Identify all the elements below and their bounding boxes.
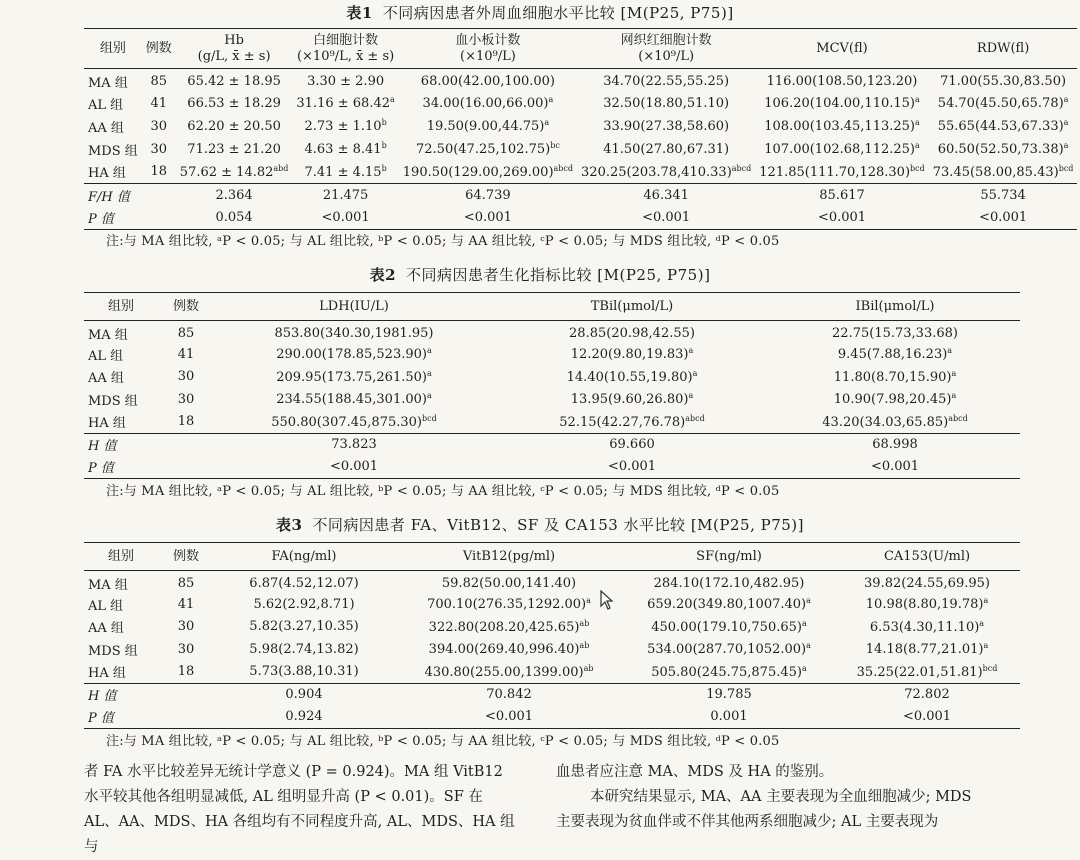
table2-header-row bbox=[84, 293, 1020, 321]
table1-value-cell: $320.25(203.78,410.33)^{abcd}$ bbox=[581, 163, 752, 180]
table2-stat-value: 68.998 bbox=[770, 433, 1020, 456]
table1-value-cell: 2.73 ± 1.10$^b$ bbox=[304, 118, 387, 134]
table3-stat-label: H 值 bbox=[84, 683, 158, 706]
table1-stat-value: 85.617 bbox=[755, 184, 928, 207]
table2-stat-row bbox=[84, 456, 1020, 479]
table3-value-cell: 5.73(3.88,10.31) bbox=[249, 664, 359, 679]
table1-value-cell: 7.41 ± 4.15$^b$ bbox=[304, 163, 387, 180]
table1-stat-value: 46.341 bbox=[577, 184, 755, 207]
table1-header: 白细胞计数 (×10⁹/L, x̄ ± s) bbox=[292, 29, 398, 69]
table1-value-cell: 3.30 ± 2.90 bbox=[307, 73, 385, 89]
table3-stat-value: 19.785 bbox=[624, 683, 834, 706]
table3-value-cell: $14.18(8.77,21.01)^a$ bbox=[865, 641, 989, 658]
table1-header: 网织红细胞计数 (×10⁹/L) bbox=[577, 29, 755, 69]
table2-header: LDH(IU/L) bbox=[214, 293, 494, 321]
table1-row bbox=[84, 138, 1077, 161]
table3-value-cell: 5.82(3.27,10.35) bbox=[249, 619, 359, 635]
table3-group-cell: MDS 组 bbox=[88, 643, 138, 659]
table1-count-cell: 18 bbox=[150, 164, 168, 180]
table2-header: 组别 bbox=[84, 293, 158, 321]
table3-value-cell: $394.00(269.40,996.40)^{ab}$ bbox=[428, 641, 590, 658]
table2-row bbox=[84, 366, 1020, 389]
table3-count-cell: 41 bbox=[177, 596, 195, 612]
table3-value-cell: $6.53(4.30,11.10)^a$ bbox=[869, 618, 985, 635]
table1-row bbox=[84, 92, 1077, 115]
table2-stat-value: <0.001 bbox=[214, 456, 494, 479]
table1-value-cell: 57.62 ± 14.82$^{abd}$ bbox=[179, 163, 289, 180]
table2-value-cell: 853.80(340.30,1981.95) bbox=[274, 325, 434, 341]
table2-empty-cell bbox=[158, 456, 214, 479]
table2-value-cell: $11.80(8.70,15.90)^a$ bbox=[833, 368, 957, 385]
table2-number: 表2 bbox=[369, 266, 396, 284]
table1-stat-row bbox=[84, 207, 1077, 230]
table2-count-cell: 30 bbox=[177, 369, 195, 385]
table1-caption: 不同病因患者外周血细胞水平比较 [M(P25, P75)] bbox=[382, 4, 734, 22]
table3-stat-row bbox=[84, 683, 1020, 706]
body-line: 者 FA 水平比较差异无统计学意义 (P = 0.924)。MA 组 VitB12 bbox=[84, 764, 503, 780]
table3-count-cell: 30 bbox=[177, 641, 195, 657]
table3-value-cell: 5.62(2.92,8.71) bbox=[253, 596, 355, 612]
table3-value-cell: $659.20(349.80,1007.40)^a$ bbox=[647, 596, 811, 613]
table1-value-cell: $190.50(129.00,269.00)^{abcd}$ bbox=[402, 163, 574, 180]
table1-header-row bbox=[84, 29, 1077, 69]
table2-row bbox=[84, 411, 1020, 434]
table3-count-cell: 85 bbox=[177, 575, 195, 591]
table2-count-cell: 85 bbox=[177, 325, 195, 341]
table2-value-cell: $13.95(9.60,26.80)^a$ bbox=[570, 391, 694, 408]
table1-stat-value: 2.364 bbox=[176, 184, 293, 207]
table3-stat-value: 70.842 bbox=[394, 683, 624, 706]
table1-group-cell: MDS 组 bbox=[88, 143, 138, 159]
table2-row bbox=[84, 321, 1020, 344]
table1-value-cell: 34.70(22.55,55.25) bbox=[603, 73, 730, 89]
table1-value-cell: $54.70(45.50,65.78)^a$ bbox=[937, 95, 1069, 111]
table3-value-cell: $450.00(179.10,750.65)^a$ bbox=[651, 618, 807, 635]
table2-title bbox=[0, 264, 1080, 285]
table3-value-cell: 59.82(50.00,141.40) bbox=[441, 575, 577, 591]
table1-value-cell: 65.42 ± 18.95 bbox=[187, 73, 281, 89]
table2-count-cell: 18 bbox=[177, 414, 195, 429]
table1-count-cell: 30 bbox=[150, 141, 168, 157]
table2-header: IBil(μmol/L) bbox=[770, 293, 1020, 321]
table3-row bbox=[84, 571, 1020, 594]
table3-title bbox=[0, 514, 1080, 535]
table3-value-cell: $505.80(245.75,875.45)^a$ bbox=[651, 663, 807, 680]
table1-value-cell: 68.00(42.00,100.00) bbox=[420, 73, 555, 89]
table3-group-cell: HA 组 bbox=[88, 666, 126, 681]
table1-stat-label: P 值 bbox=[84, 207, 142, 230]
table3-row bbox=[84, 616, 1020, 639]
table3-row bbox=[84, 593, 1020, 616]
table2-value-cell: $52.15(42.27,76.78)^{abcd}$ bbox=[559, 413, 705, 430]
table3-group-cell: AA 组 bbox=[88, 621, 124, 637]
table3-header: VitB12(pg/ml) bbox=[394, 543, 624, 571]
body-text-right bbox=[556, 760, 1006, 835]
table1-value-cell: 71.00(55.30,83.50) bbox=[940, 73, 1067, 89]
table3-stat-value: <0.001 bbox=[394, 706, 624, 729]
table1-empty-cell bbox=[142, 184, 176, 207]
table3-stat-row bbox=[84, 706, 1020, 729]
table1-header: 组别 bbox=[84, 29, 142, 69]
table1-number: 表1 bbox=[346, 4, 373, 22]
table1-stat-value: <0.001 bbox=[755, 207, 928, 230]
table3-value-cell: 39.82(24.55,69.95) bbox=[864, 575, 990, 591]
body-text-left bbox=[84, 760, 524, 860]
table3-number: 表3 bbox=[275, 516, 303, 534]
table1-group-cell: MA 组 bbox=[88, 75, 128, 91]
table3-header-row bbox=[84, 543, 1020, 571]
table1-header: MCV(fl) bbox=[755, 29, 928, 69]
table2-empty-cell bbox=[158, 433, 214, 456]
table3-group-cell: AL 组 bbox=[88, 598, 124, 614]
body-line: 血患者应注意 MA、MDS 及 HA 的鉴别。 bbox=[556, 764, 834, 780]
table2-count-cell: 41 bbox=[177, 346, 195, 362]
table1-stat-value: 21.475 bbox=[292, 184, 398, 207]
table3-header: 例数 bbox=[158, 543, 214, 571]
table1-value-cell: $72.50(47.25,102.75)^{bc}$ bbox=[416, 141, 560, 157]
table1-stat-value: 0.054 bbox=[176, 207, 293, 230]
table3-value-cell: $35.25(22.01,51.81)^{bcd}$ bbox=[856, 663, 998, 680]
table2-value-cell: $550.80(307.45,875.30)^{bcd}$ bbox=[271, 413, 437, 430]
table2-group-cell: AA 组 bbox=[88, 371, 124, 387]
table1-title bbox=[0, 2, 1080, 23]
table1-value-cell: $34.00(16.00,66.00)^a$ bbox=[422, 95, 554, 111]
table3-count-cell: 30 bbox=[177, 619, 195, 635]
table1-header: Hb (g/L, x̄ ± s) bbox=[176, 29, 293, 69]
table1-count-cell: 30 bbox=[150, 118, 168, 134]
table3-row bbox=[84, 661, 1020, 684]
table1-stat-value: <0.001 bbox=[577, 207, 755, 230]
table3-count-cell: 18 bbox=[177, 664, 195, 679]
table2-note: 注:与 MA 组比较, ᵃP < 0.05; 与 AL 组比较, ᵇP < 0.05; 与 AA 组比较, ᶜP < 0.05; 与 MDS 组比较, ᵈP < 0.05 bbox=[106, 484, 780, 499]
table2-group-cell: AL 组 bbox=[88, 348, 124, 364]
table1-value-cell: 31.16 ± 68.42$^a$ bbox=[296, 95, 395, 111]
table3-row bbox=[84, 638, 1020, 661]
table1-value-cell: $73.45(58.00,85.43)^{bcd}$ bbox=[932, 163, 1074, 180]
table1-value-cell: 4.63 ± 8.41$^b$ bbox=[304, 141, 387, 157]
table2-value-cell: 22.75(15.73,33.68) bbox=[832, 325, 958, 341]
table1 bbox=[84, 28, 1077, 230]
table2-count-cell: 30 bbox=[177, 391, 195, 407]
table2-header: 例数 bbox=[158, 293, 214, 321]
table3-value-cell: 5.98(2.74,13.82) bbox=[249, 641, 359, 657]
table3-header: SF(ng/ml) bbox=[624, 543, 834, 571]
table2-value-cell: $9.45(7.88,16.23)^a$ bbox=[837, 346, 953, 363]
table1-value-cell: $107.00(102.68,112.25)^a$ bbox=[764, 141, 920, 157]
table2 bbox=[84, 292, 1020, 479]
table2-group-cell: HA 组 bbox=[88, 416, 126, 431]
table3-group-cell: MA 组 bbox=[88, 577, 128, 593]
table2-value-cell: $209.95(173.75,261.50)^a$ bbox=[276, 368, 432, 385]
table1-value-cell: $121.85(111.70,128.30)^{bcd}$ bbox=[759, 163, 925, 180]
table3-empty-cell bbox=[158, 683, 214, 706]
table2-stat-label: P 值 bbox=[84, 456, 158, 479]
table1-value-cell: 62.20 ± 20.50 bbox=[187, 118, 281, 134]
table3-note: 注:与 MA 组比较, ᵃP < 0.05; 与 AL 组比较, ᵇP < 0.05; 与 AA 组比较, ᶜP < 0.05; 与 MDS 组比较, ᵈP < 0.05 bbox=[106, 734, 780, 749]
table2-value-cell: $43.20(34.03,65.85)^{abcd}$ bbox=[822, 413, 968, 430]
table2-stat-value: <0.001 bbox=[770, 456, 1020, 479]
table3-value-cell: $534.00(287.70,1052.00)^a$ bbox=[647, 641, 811, 658]
table1-empty-cell bbox=[142, 207, 176, 230]
table2-stat-value: <0.001 bbox=[494, 456, 770, 479]
table1-value-cell: 66.53 ± 18.29 bbox=[187, 95, 281, 111]
table1-value-cell: $55.65(44.53,67.33)^a$ bbox=[937, 118, 1069, 134]
table1-row bbox=[84, 115, 1077, 138]
table1-row bbox=[84, 161, 1077, 184]
table1-value-cell: 32.50(18.80,51.10) bbox=[603, 95, 730, 111]
table3-header: CA153(U/ml) bbox=[834, 543, 1020, 571]
body-line: AL、AA、MDS、HA 各组均有不同程度升高, AL、MDS、HA 组与 bbox=[84, 814, 515, 855]
table3-stat-value: 72.802 bbox=[834, 683, 1020, 706]
table1-header: 例数 bbox=[142, 29, 176, 69]
table2-group-cell: MDS 组 bbox=[88, 393, 138, 409]
table2-value-cell: 28.85(20.98,42.55) bbox=[569, 325, 695, 341]
table1-count-cell: 85 bbox=[150, 73, 168, 89]
table2-stat-row bbox=[84, 433, 1020, 456]
table1-stat-value: 64.739 bbox=[399, 184, 577, 207]
table1-stat-value: 55.734 bbox=[929, 184, 1078, 207]
table3-empty-cell bbox=[158, 706, 214, 729]
table3-value-cell: 284.10(172.10,482.95) bbox=[653, 575, 805, 591]
table1-row bbox=[84, 69, 1077, 92]
table1-value-cell: $60.50(52.50,73.38)^a$ bbox=[937, 141, 1069, 157]
table2-stat-label: H 值 bbox=[84, 433, 158, 456]
body-line: 水平较其他各组明显减低, AL 组明显升高 (P < 0.01)。SF 在 bbox=[84, 789, 483, 805]
table1-stat-label: F/H 值 bbox=[84, 184, 142, 207]
table3-value-cell: $10.98(8.80,19.78)^a$ bbox=[865, 596, 989, 613]
table1-group-cell: AA 组 bbox=[88, 120, 124, 136]
table1-value-cell: $19.50(9.00,44.75)^a$ bbox=[426, 118, 550, 134]
table1-group-cell: AL 组 bbox=[88, 97, 124, 113]
table3-header: 组别 bbox=[84, 543, 158, 571]
table3-value-cell: $430.80(255.00,1399.00)^{ab}$ bbox=[424, 663, 594, 680]
table3-stat-value: <0.001 bbox=[834, 706, 1020, 729]
table3 bbox=[84, 542, 1020, 729]
table2-value-cell: $234.55(188.45,301.00)^a$ bbox=[276, 391, 432, 408]
table1-header: RDW(fl) bbox=[929, 29, 1078, 69]
table2-stat-value: 69.660 bbox=[494, 433, 770, 456]
table1-value-cell: 116.00(108.50,123.20) bbox=[766, 73, 918, 89]
body-line: 主要表现为贫血伴或不伴其他两系细胞减少; AL 主要表现为 bbox=[556, 814, 939, 830]
table1-header: 血小板计数 (×10⁹/L) bbox=[399, 29, 577, 69]
table1-stat-value: <0.001 bbox=[399, 207, 577, 230]
table1-stat-value: <0.001 bbox=[292, 207, 398, 230]
body-line: 本研究结果显示, MA、AA 主要表现为全血细胞减少; MDS bbox=[590, 789, 972, 805]
table3-value-cell: $700.10(276.35,1292.00)^a$ bbox=[427, 596, 591, 613]
table1-value-cell: $106.20(104.00,110.15)^a$ bbox=[764, 95, 920, 111]
table1-value-cell: 71.23 ± 21.20 bbox=[187, 141, 281, 157]
table1-value-cell: 41.50(27.80,67.31) bbox=[603, 141, 730, 157]
table3-value-cell: 6.87(4.52,12.07) bbox=[249, 575, 359, 591]
table1-stat-value: <0.001 bbox=[929, 207, 1078, 230]
table2-value-cell: $14.40(10.55,19.80)^a$ bbox=[566, 368, 698, 385]
table3-stat-value: 0.904 bbox=[214, 683, 394, 706]
table2-value-cell: $10.90(7.98,20.45)^a$ bbox=[833, 391, 957, 408]
table1-count-cell: 41 bbox=[150, 95, 168, 111]
table1-value-cell: 33.90(27.38,58.60) bbox=[603, 118, 730, 134]
table1-value-cell: $108.00(103.45,113.25)^a$ bbox=[764, 118, 920, 134]
table2-stat-value: 73.823 bbox=[214, 433, 494, 456]
table2-group-cell: MA 组 bbox=[88, 327, 128, 343]
table3-stat-label: P 值 bbox=[84, 706, 158, 729]
mouse-cursor-icon bbox=[600, 590, 614, 610]
table2-header: TBil(μmol/L) bbox=[494, 293, 770, 321]
table2-value-cell: $12.20(9.80,19.83)^a$ bbox=[570, 346, 694, 363]
table1-note: 注:与 MA 组比较, ᵃP < 0.05; 与 AL 组比较, ᵇP < 0.05; 与 AA 组比较, ᶜP < 0.05; 与 MDS 组比较, ᵈP < 0.05 bbox=[106, 234, 780, 249]
table2-row bbox=[84, 343, 1020, 366]
table2-caption: 不同病因患者生化指标比较 [M(P25, P75)] bbox=[406, 266, 711, 284]
table1-group-cell: HA 组 bbox=[88, 166, 126, 182]
table1-stat-row bbox=[84, 184, 1077, 207]
table3-header: FA(ng/ml) bbox=[214, 543, 394, 571]
table3-stat-value: 0.001 bbox=[624, 706, 834, 729]
table3-value-cell: $322.80(208.20,425.65)^{ab}$ bbox=[428, 618, 590, 635]
table3-stat-value: 0.924 bbox=[214, 706, 394, 729]
table2-row bbox=[84, 388, 1020, 411]
table2-value-cell: $290.00(178.85,523.90)^a$ bbox=[276, 346, 432, 363]
table3-caption: 不同病因患者 FA、VitB12、SF 及 CA153 水平比较 [M(P25, P75)] bbox=[312, 516, 804, 534]
